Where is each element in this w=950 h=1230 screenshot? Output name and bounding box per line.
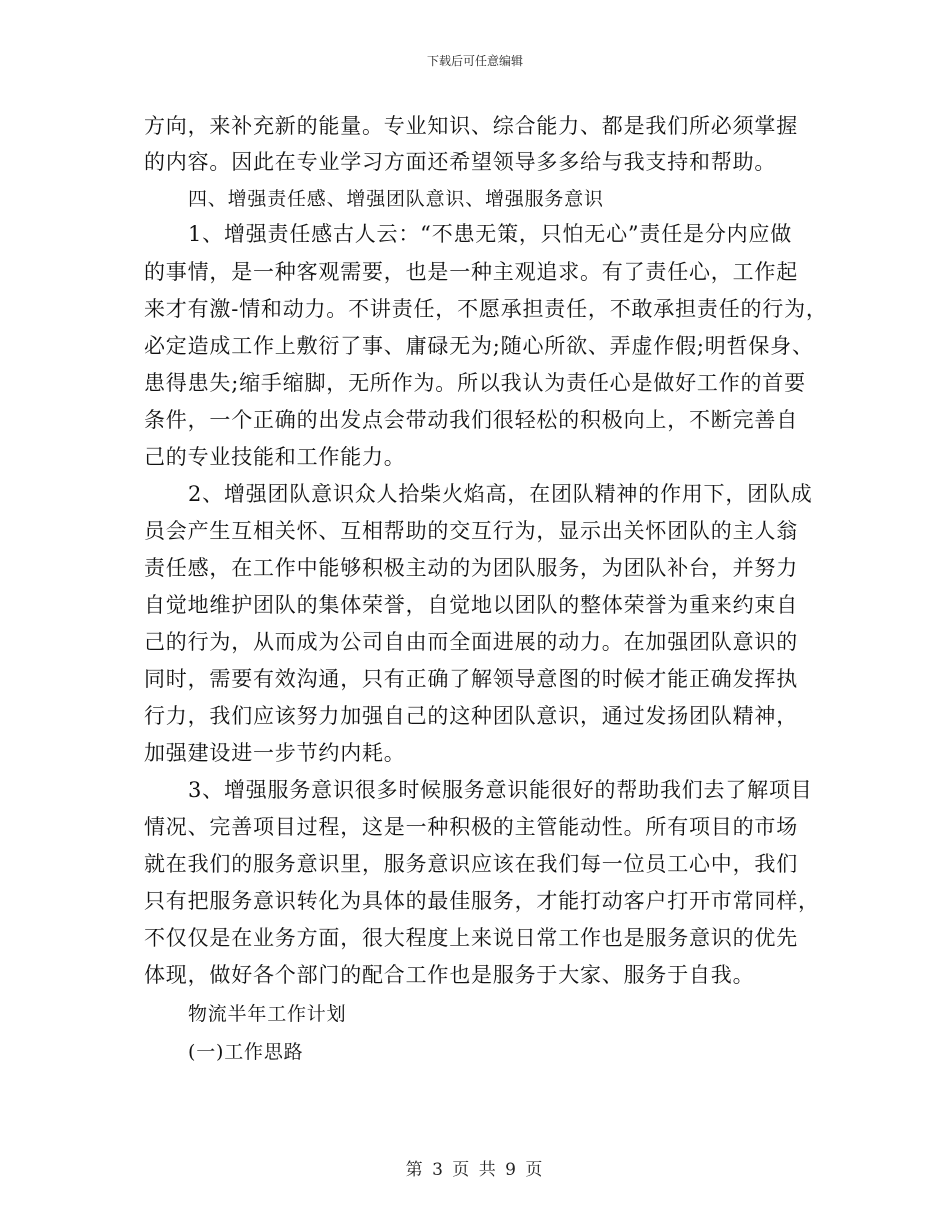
section-heading: 四、增强责任感、增强团队意识、增强服务意识 xyxy=(188,188,604,210)
text-line: 不仅仅是在业务方面，很大程度上来说日常工作也是服务意识的优先 xyxy=(144,926,798,950)
text-line: 2、增强团队意识众人拾柴火焰高，在团队精神的作用下，团队成 xyxy=(188,482,813,506)
text-line: 员会产生互相关怀、互相帮助的交互行为，显示出关怀团队的主人翁 xyxy=(144,519,798,543)
text-line: 患得患失;缩手缩脚，无所作为。所以我认为责任心是做好工作的首要 xyxy=(144,371,806,395)
text-line: 来才有激-情和动力。不讲责任，不愿承担责任，不敢承担责任的行为， xyxy=(144,297,828,321)
text-line: 加强建设进一步节约内耗。 xyxy=(144,741,406,765)
text-line: 方向，来补充新的能量。专业知识、综合能力、都是我们所必须掌握 xyxy=(144,114,798,138)
text-line: 3、增强服务意识很多时候服务意识能很好的帮助我们去了解项目 xyxy=(188,778,813,802)
page-header: 下载后可任意编辑 xyxy=(426,54,523,68)
text-line: 1、增强责任感古人云：“不患无策，只怕无心”责任是分内应做 xyxy=(188,222,793,246)
text-line: 行力，我们应该努力加强自己的这种团队意识，通过发扬团队精神， xyxy=(144,704,798,728)
text-line: 情况、完善项目过程，这是一种积极的主管能动性。所有项目的市场 xyxy=(144,815,798,839)
page-number: 第 3 页 共 9 页 xyxy=(405,1160,545,1180)
section-heading: 物流半年工作计划 xyxy=(188,1003,347,1025)
text-line: 自觉地维护团队的集体荣誉，自觉地以团队的整体荣誉为重来约束自 xyxy=(144,593,798,617)
text-line: 条件，一个正确的出发点会带动我们很轻松的积极向上，不断完善自 xyxy=(144,408,798,432)
text-line: 就在我们的服务意识里，服务意识应该在我们每一位员工心中，我们 xyxy=(144,852,798,876)
text-line: 只有把服务意识转化为具体的最佳服务，才能打动客户打开市常同样， xyxy=(144,889,820,913)
text-line: 的事情，是一种客观需要，也是一种主观追求。有了责任心，工作起 xyxy=(144,260,798,284)
text-line: 责任感，在工作中能够积极主动的为团队服务，为团队补台，并努力 xyxy=(144,556,798,580)
text-line: 的内容。因此在专业学习方面还希望领导多多给与我支持和帮助。 xyxy=(144,150,777,174)
text-line: 己的专业技能和工作能力。 xyxy=(144,445,406,469)
text-line: 必定造成工作上敷衍了事、庸碌无为;随心所欲、弄虚作假;明哲保身、 xyxy=(144,334,814,358)
section-heading: (一)工作思路 xyxy=(188,1041,304,1063)
text-line: 同时，需要有效沟通，只有正确了解领导意图的时候才能正确发挥执 xyxy=(144,667,798,691)
text-line: 己的行为，从而成为公司自由而全面进展的动力。在加强团队意识的 xyxy=(144,630,798,654)
text-line: 体现，做好各个部门的配合工作也是服务于大家、服务于自我。 xyxy=(144,963,755,987)
